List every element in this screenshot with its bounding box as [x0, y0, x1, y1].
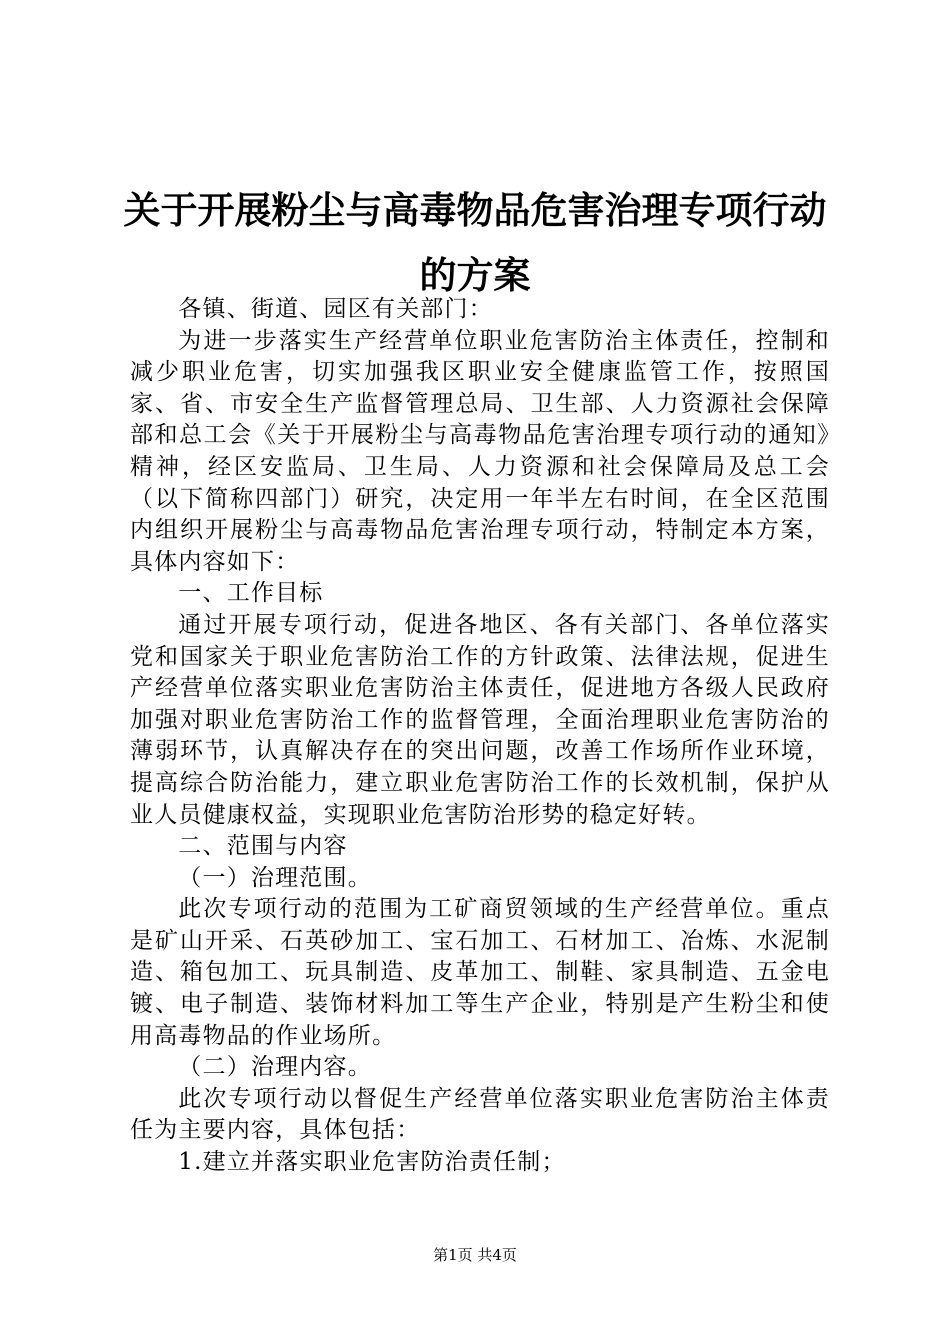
page-footer: 第1页 共4页 — [433, 1246, 517, 1264]
intro-paragraph: 为进一步落实生产经营单位职业危害防治主体责任，控制和减少职业危害，切实加强我区职业安全健康监管工作，按照国家、省、市安全生产监督管理总局、卫生部、人力资源社会保障部和总工会《关于开展粉尘与高毒物品危害治理专项行动的通知》精神，经区安监局、卫生局、人力资源和社会保障局及总工会（以下简称四部门）研究，决定用一年半左右时间，在全区范围内组织开展粉尘与高毒物品危害治理专项行动，特制定本方案，具体内容如下： — [130, 327, 830, 575]
goals-paragraph: 通过开展专项行动，促进各地区、各有关部门、各单位落实党和国家关于职业危害防治工作的方针政策、法律法规，促进生产经营单位落实职业危害防治主体责任，促进地方各级人民政府加强对职业危害防治工作的监督管理，全面治理职业危害防治的薄弱环节，认真解决存在的突出问题，改善工作场所作业环境，提高综合防治能力，建立职业危害防治工作的长效机制，保护从业人员健康权益，实现职业危害防治形势的稳定好转。 — [130, 611, 830, 828]
section-heading-scope: 二、范围与内容 — [178, 833, 348, 860]
salutation: 各镇、街道、园区有关部门： — [178, 296, 493, 322]
subheading-scope: （一）治理范围。 — [178, 864, 372, 891]
content-paragraph: 此次专项行动以督促生产经营单位落实职业危害防治主体责任为主要内容，具体包括： — [130, 1085, 830, 1144]
document-title: 关于开展粉尘与高毒物品危害治理专项行动的方案 — [123, 189, 827, 297]
subheading-content: （二）治理内容。 — [178, 1054, 372, 1081]
document-body — [130, 294, 830, 1179]
list-item: 1.建立并落实职业危害防治责任制； — [178, 1149, 566, 1176]
scope-paragraph: 此次专项行动的范围为工矿商贸领域的生产经营单位。重点是矿山开采、石英砂加工、宝石加工、石材加工、冶炼、水泥制造、箱包加工、玩具制造、皮革加工、制鞋、家具制造、五金电镀、电子制造、装饰材料加工等生产企业，特别是产生粉尘和使用高毒物品的作业场所。 — [130, 896, 830, 1049]
section-heading-goals: 一、工作目标 — [178, 580, 324, 607]
